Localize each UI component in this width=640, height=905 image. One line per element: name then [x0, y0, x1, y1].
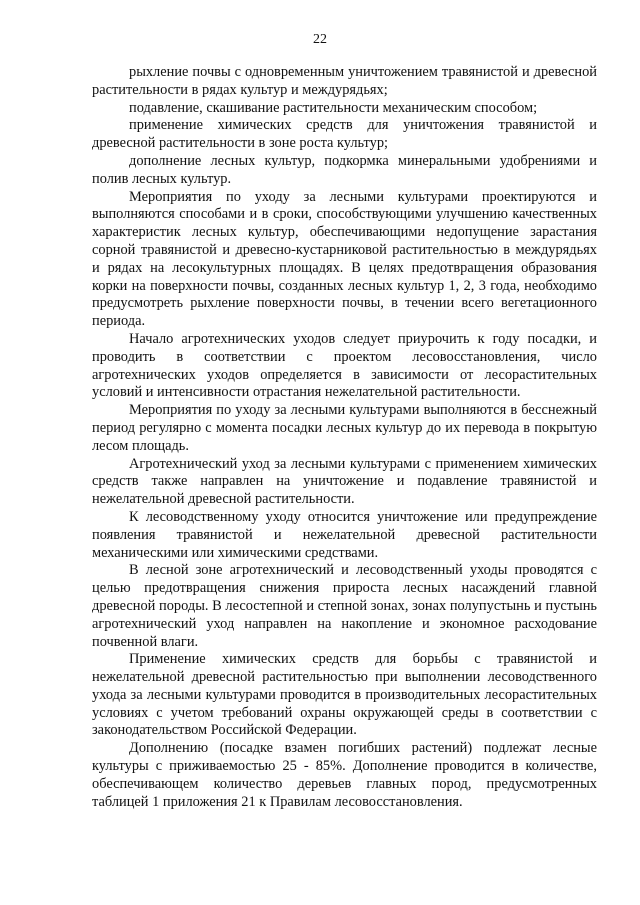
paragraph-mowing: подавление, скашивание растительности механическим способом;: [129, 99, 538, 116]
document-body: [92, 64, 597, 811]
paragraph-chemical-application: Применение химических средств для борьбы с травянистой и нежелательной древесной растительностью при выполнении лесоводственного ухода за лесными культурами проводится в производительных лесорастительных условиях с учетом требований охраны окружающей среды в соответствии с законодательством Российской Федерации.: [92, 651, 597, 739]
paragraph-agrotechnical-start: Начало агротехнических уходов следует приурочить к году посадки, и проводить в соответствии с проектом лесовосстановления, число агротехнических уходов определяется в зависимости от лесорастительных условий и интенсивности отрастания нежелательной растительности.: [92, 330, 597, 401]
paragraph-silvicultural-care: К лесоводственному уходу относится уничтожение или предупреждение появления травянистой и нежелательной древесной растительности механическими или химическими средствами.: [92, 508, 597, 561]
paragraph-zones: В лесной зоне агротехнический и лесоводственный уходы проводятся с целью предотвращения снижения прироста лесных насаждений главной древесной породы. В лесостепной и степной зонах, зонах полупустынь и пустынь агротехнический уход направлен на накопление и экономное расходование почвенной влаги.: [92, 562, 597, 650]
page-number: 22: [313, 32, 327, 47]
paragraph-chemicals: применение химических средств для уничтожения травянистой и древесной растительности в зоне роста культур;: [92, 117, 597, 152]
paragraph-replanting: Дополнению (посадке взамен погибших растений) подлежат лесные культуры с приживаемостью 25 - 85%. Дополнение проводится в количестве, обеспечивающем количество деревьев главных пород, предусмотренных таблицей 1 приложения 21 к Правилам лесовосстановления.: [92, 740, 597, 810]
paragraph-chemical-care: Агротехнический уход за лесными культурами с применением химических средств также направлен на уничтожение и подавление травянистой и нежелательной древесной растительности.: [92, 455, 597, 508]
paragraph-snowless-period: Мероприятия по уходу за лесными культурами выполняются в бесснежный период регулярно с момента посадки лесных культур до их перевода в покрытую лесом площадь.: [92, 402, 597, 454]
paragraph-care-measures: Мероприятия по уходу за лесными культурами проектируются и выполняются способами и в сроки, способствующими улучшению качественных характеристик лесных культур, обеспечивающими недопущение зарастания сорной травянистой и древесно-кустарниковой растительностью в междурядьях и рядах на лесокультурных площадях. В целях предотвращения образования корки на поверхности почвы, созданных лесных культур 1, 2, 3 года, необходимо предусмотреть рыхление поверхности почвы, в течении всего вегетационного периода.: [92, 188, 597, 330]
paragraph-loosening: рыхление почвы с одновременным уничтожением травянистой и древесной растительности в рядах культур и междурядьях;: [92, 64, 597, 98]
paragraph-supplement: дополнение лесных культур, подкормка минеральными удобрениями и полив лесных культур.: [92, 152, 597, 187]
